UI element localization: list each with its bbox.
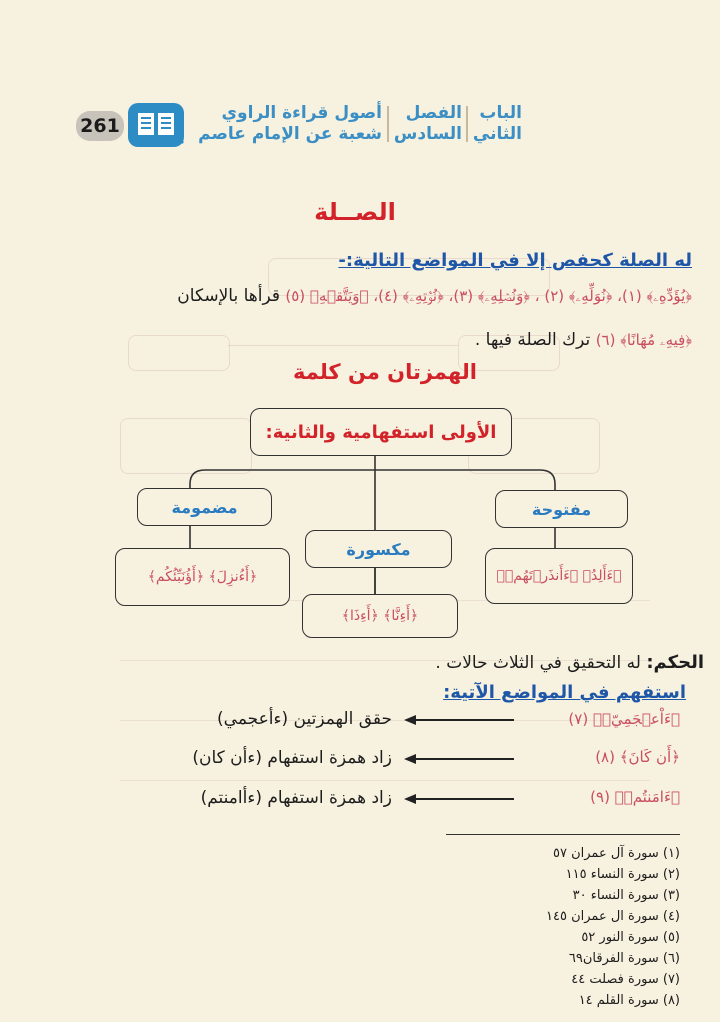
branch-madmuma-examples-box bbox=[115, 548, 290, 606]
silah-subtitle: له الصلة كحفص إلا في المواضع التالية:- bbox=[338, 250, 692, 271]
arrow-left-icon bbox=[404, 791, 516, 807]
silah-line2-text: ترك الصلة فيها . bbox=[474, 330, 591, 350]
header-book-line2: شعبة عن الإمام عاصم bbox=[198, 124, 382, 144]
hukm-text: له التحقيق في الثلاث حالات . bbox=[435, 653, 641, 673]
footnote-divider bbox=[446, 834, 680, 835]
arrow-left-icon bbox=[404, 751, 516, 767]
branch-maftuha-box bbox=[495, 490, 628, 528]
silah-line2-word: ﴿فِيهِۦ مُهَانًا﴾ (٦) bbox=[595, 331, 692, 349]
branch-maksura-label: مكسورة bbox=[346, 539, 411, 559]
silah-line1-text: قرأها بالإسكان bbox=[177, 286, 280, 306]
hukm-row1-result: حقق الهمزتين (ءأعجمي) bbox=[217, 709, 392, 729]
arrow-left-icon bbox=[404, 712, 516, 728]
hukm-line bbox=[300, 652, 704, 673]
root-label: الأولى استفهامية والثانية: bbox=[265, 421, 497, 443]
hukm-row3-result: زاد همزة استفهام (ءأامنتم) bbox=[200, 788, 392, 808]
hukm-row2-result: زاد همزة استفهام (ءأن كان) bbox=[192, 748, 392, 768]
header-bab-label: الباب bbox=[479, 103, 522, 123]
footnote-1: (١) سورة آل عمران ٥٧ bbox=[553, 846, 680, 861]
page-number: 261 bbox=[76, 111, 124, 141]
silah-title: الصــلة bbox=[314, 198, 396, 226]
branch-maftuha-label: مفتوحة bbox=[531, 499, 592, 519]
hukm-subtitle: استفهم في المواضع الآتية: bbox=[443, 682, 686, 703]
hukm-label: الحكم: bbox=[646, 652, 704, 673]
branch-maksura-examples-box bbox=[302, 594, 458, 638]
footnote-8: (٨) سورة القلم ١٤ bbox=[578, 993, 680, 1008]
hukm-row3-word: ﴿ءَامَنتُمۡ﴾ (٩) bbox=[590, 788, 680, 806]
hukm-row2-word: ﴿أَن كَانَ﴾ (٨) bbox=[595, 748, 680, 766]
header-fasl-value: السادس bbox=[393, 124, 462, 144]
branch-madmuma-box bbox=[137, 488, 272, 526]
branch-madmuma-label: مضمومة bbox=[171, 497, 238, 517]
silah-line1-words: ﴿يُؤَدِّهِۦ﴾ (١)، ﴿نُوَلِّهِۦ﴾ (٢) ، ﴿وَنُصۡلِهِۦ﴾ (٣)، ﴿نُؤۡتِهِۦ﴾ (٤)، ﴿وَيَتَّقۡهِ﴾ (٥) bbox=[285, 287, 692, 305]
hamzatan-title: الهمزتان من كلمة bbox=[293, 360, 477, 384]
root-box bbox=[250, 408, 512, 456]
hukm-row1-word: ﴿ءَاْعۡجَمِيّٞ﴾ (٧) bbox=[568, 710, 680, 728]
footnote-6: (٦) سورة الفرقان٦٩ bbox=[568, 951, 680, 966]
header-book-line1: أصول قراءة الراوي bbox=[221, 103, 382, 123]
footnote-3: (٣) سورة النساء ٣٠ bbox=[572, 888, 680, 903]
branch-maftuha-examples-box bbox=[485, 548, 633, 604]
branch-maftuha-examples: ﴿ءَأَلِدُ﴾ ﴿ءَأَنذَرۡتَهُمۡ﴾ bbox=[496, 568, 622, 584]
footnote-5: (٥) سورة النور ٥٢ bbox=[581, 930, 680, 945]
footnote-2: (٢) سورة النساء ١١٥ bbox=[565, 867, 680, 882]
header-fasl-label: الفصل bbox=[405, 103, 462, 123]
branch-maksura-box bbox=[305, 530, 452, 568]
branch-maksura-examples: ﴿أَءِنَّا﴾ ﴿أَءِذَا﴾ bbox=[341, 608, 419, 624]
footnote-4: (٤) سورة ال عمران ١٤٥ bbox=[546, 909, 680, 924]
footnote-7: (٧) سورة فصلت ٤٤ bbox=[571, 972, 680, 987]
header-bab-value: الثاني bbox=[472, 124, 522, 144]
branch-madmuma-examples: ﴿أَءُنزِلَ﴾ ﴿أَؤُنَبِّئُكُم﴾ bbox=[147, 569, 258, 585]
